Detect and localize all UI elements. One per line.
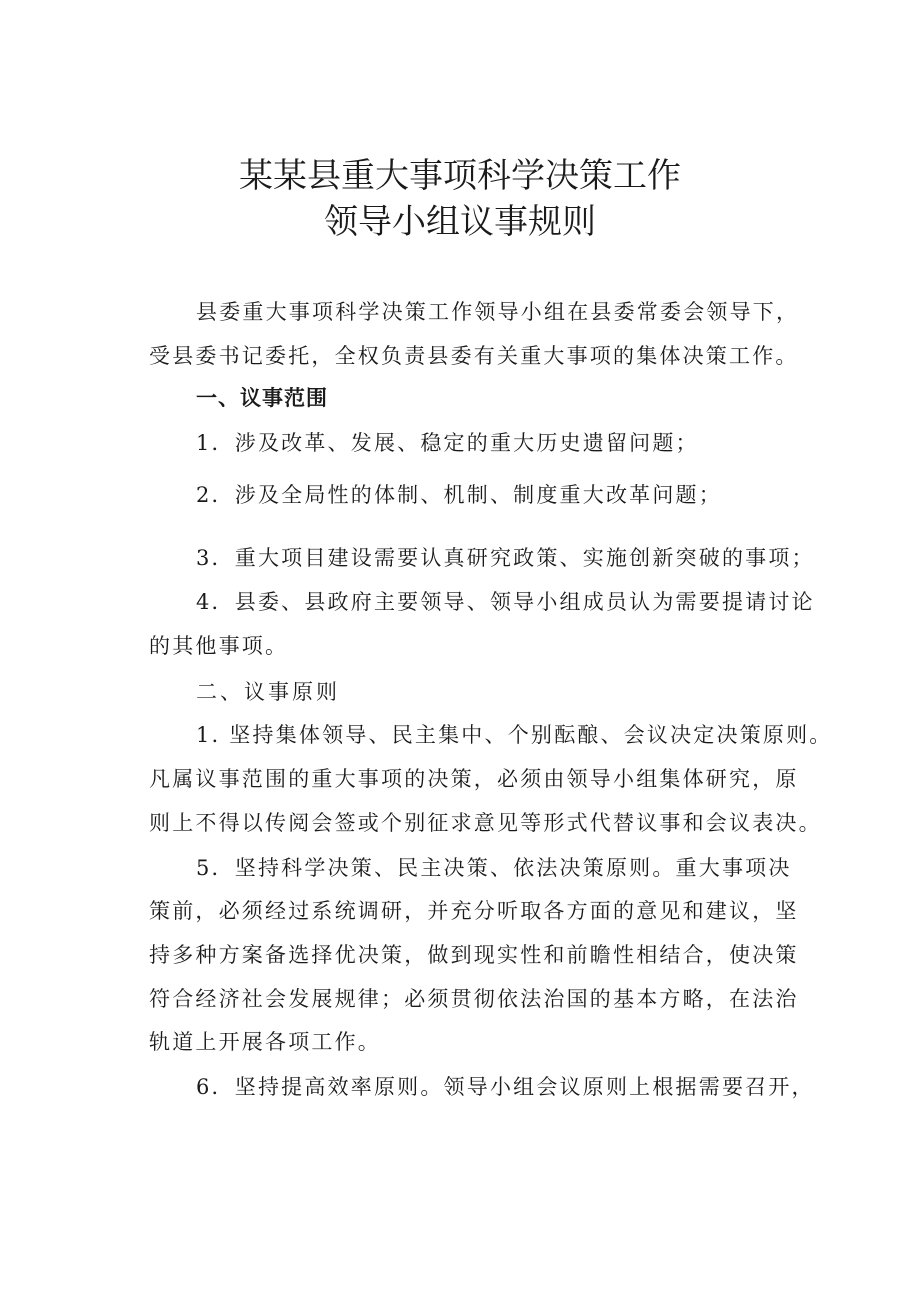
section-2-para-2-line-1: 5．坚持科学决策、民主决策、依法决策原则。重大事项决 (196, 856, 792, 880)
section-2-para-1-line-1: 1. 坚持集体领导、民主集中、个别酝酿、会议决定决策原则。 (196, 723, 833, 747)
section-1-item-2: 2．涉及全局性的体制、机制、制度重大改革问题； (196, 483, 722, 507)
section-2-para-1-line-2: 凡属议事范围的重大事项的决策，必须由领导小组集体研究，原 (149, 767, 799, 791)
section-2-para-3-line-1: 6．坚持提高效率原则。领导小组会议原则上根据需要召开， (196, 1075, 815, 1099)
section-2-para-2-line-2: 策前，必须经过系统调研，并充分听取各方面的意见和建议，坚 (149, 899, 799, 923)
section-1-item-3: 3．重大项目建设需要认真研究政策、实施创新突破的事项； (196, 546, 815, 570)
document-title-line-2: 领导小组议事规则 (324, 202, 596, 242)
section-1-item-1: 1．涉及改革、发展、稳定的重大历史遗留问题； (196, 431, 699, 455)
section-2-para-2-line-4: 符合经济社会发展规律；必须贯彻依法治国的基本方略，在法治 (149, 987, 799, 1011)
section-2-para-2-line-3: 持多种方案备选择优决策，做到现实性和前瞻性相结合，使决策 (149, 943, 799, 967)
intro-line-1: 县委重大事项科学决策工作领导小组在县委常委会领导下， (196, 300, 800, 324)
section-1-heading: 一、议事范围 (196, 386, 328, 410)
section-2-para-2-line-5: 轨道上开展各项工作。 (149, 1030, 381, 1054)
section-2-para-1-line-3: 则上不得以传阅会签或个别征求意见等形式代替议事和会议表决。 (149, 811, 822, 835)
intro-line-2: 受县委书记委托，全权负责县委有关重大事项的集体决策工作。 (149, 344, 799, 368)
section-2-heading: 二、议事原则 (196, 680, 340, 704)
document-title-line-1: 某某县重大事项科学决策工作 (239, 156, 681, 196)
section-1-item-4-line-1: 4．县委、县政府主要领导、领导小组成员认为需要提请讨论 (196, 590, 815, 614)
section-1-item-4-line-2: 的其他事项。 (149, 634, 289, 658)
